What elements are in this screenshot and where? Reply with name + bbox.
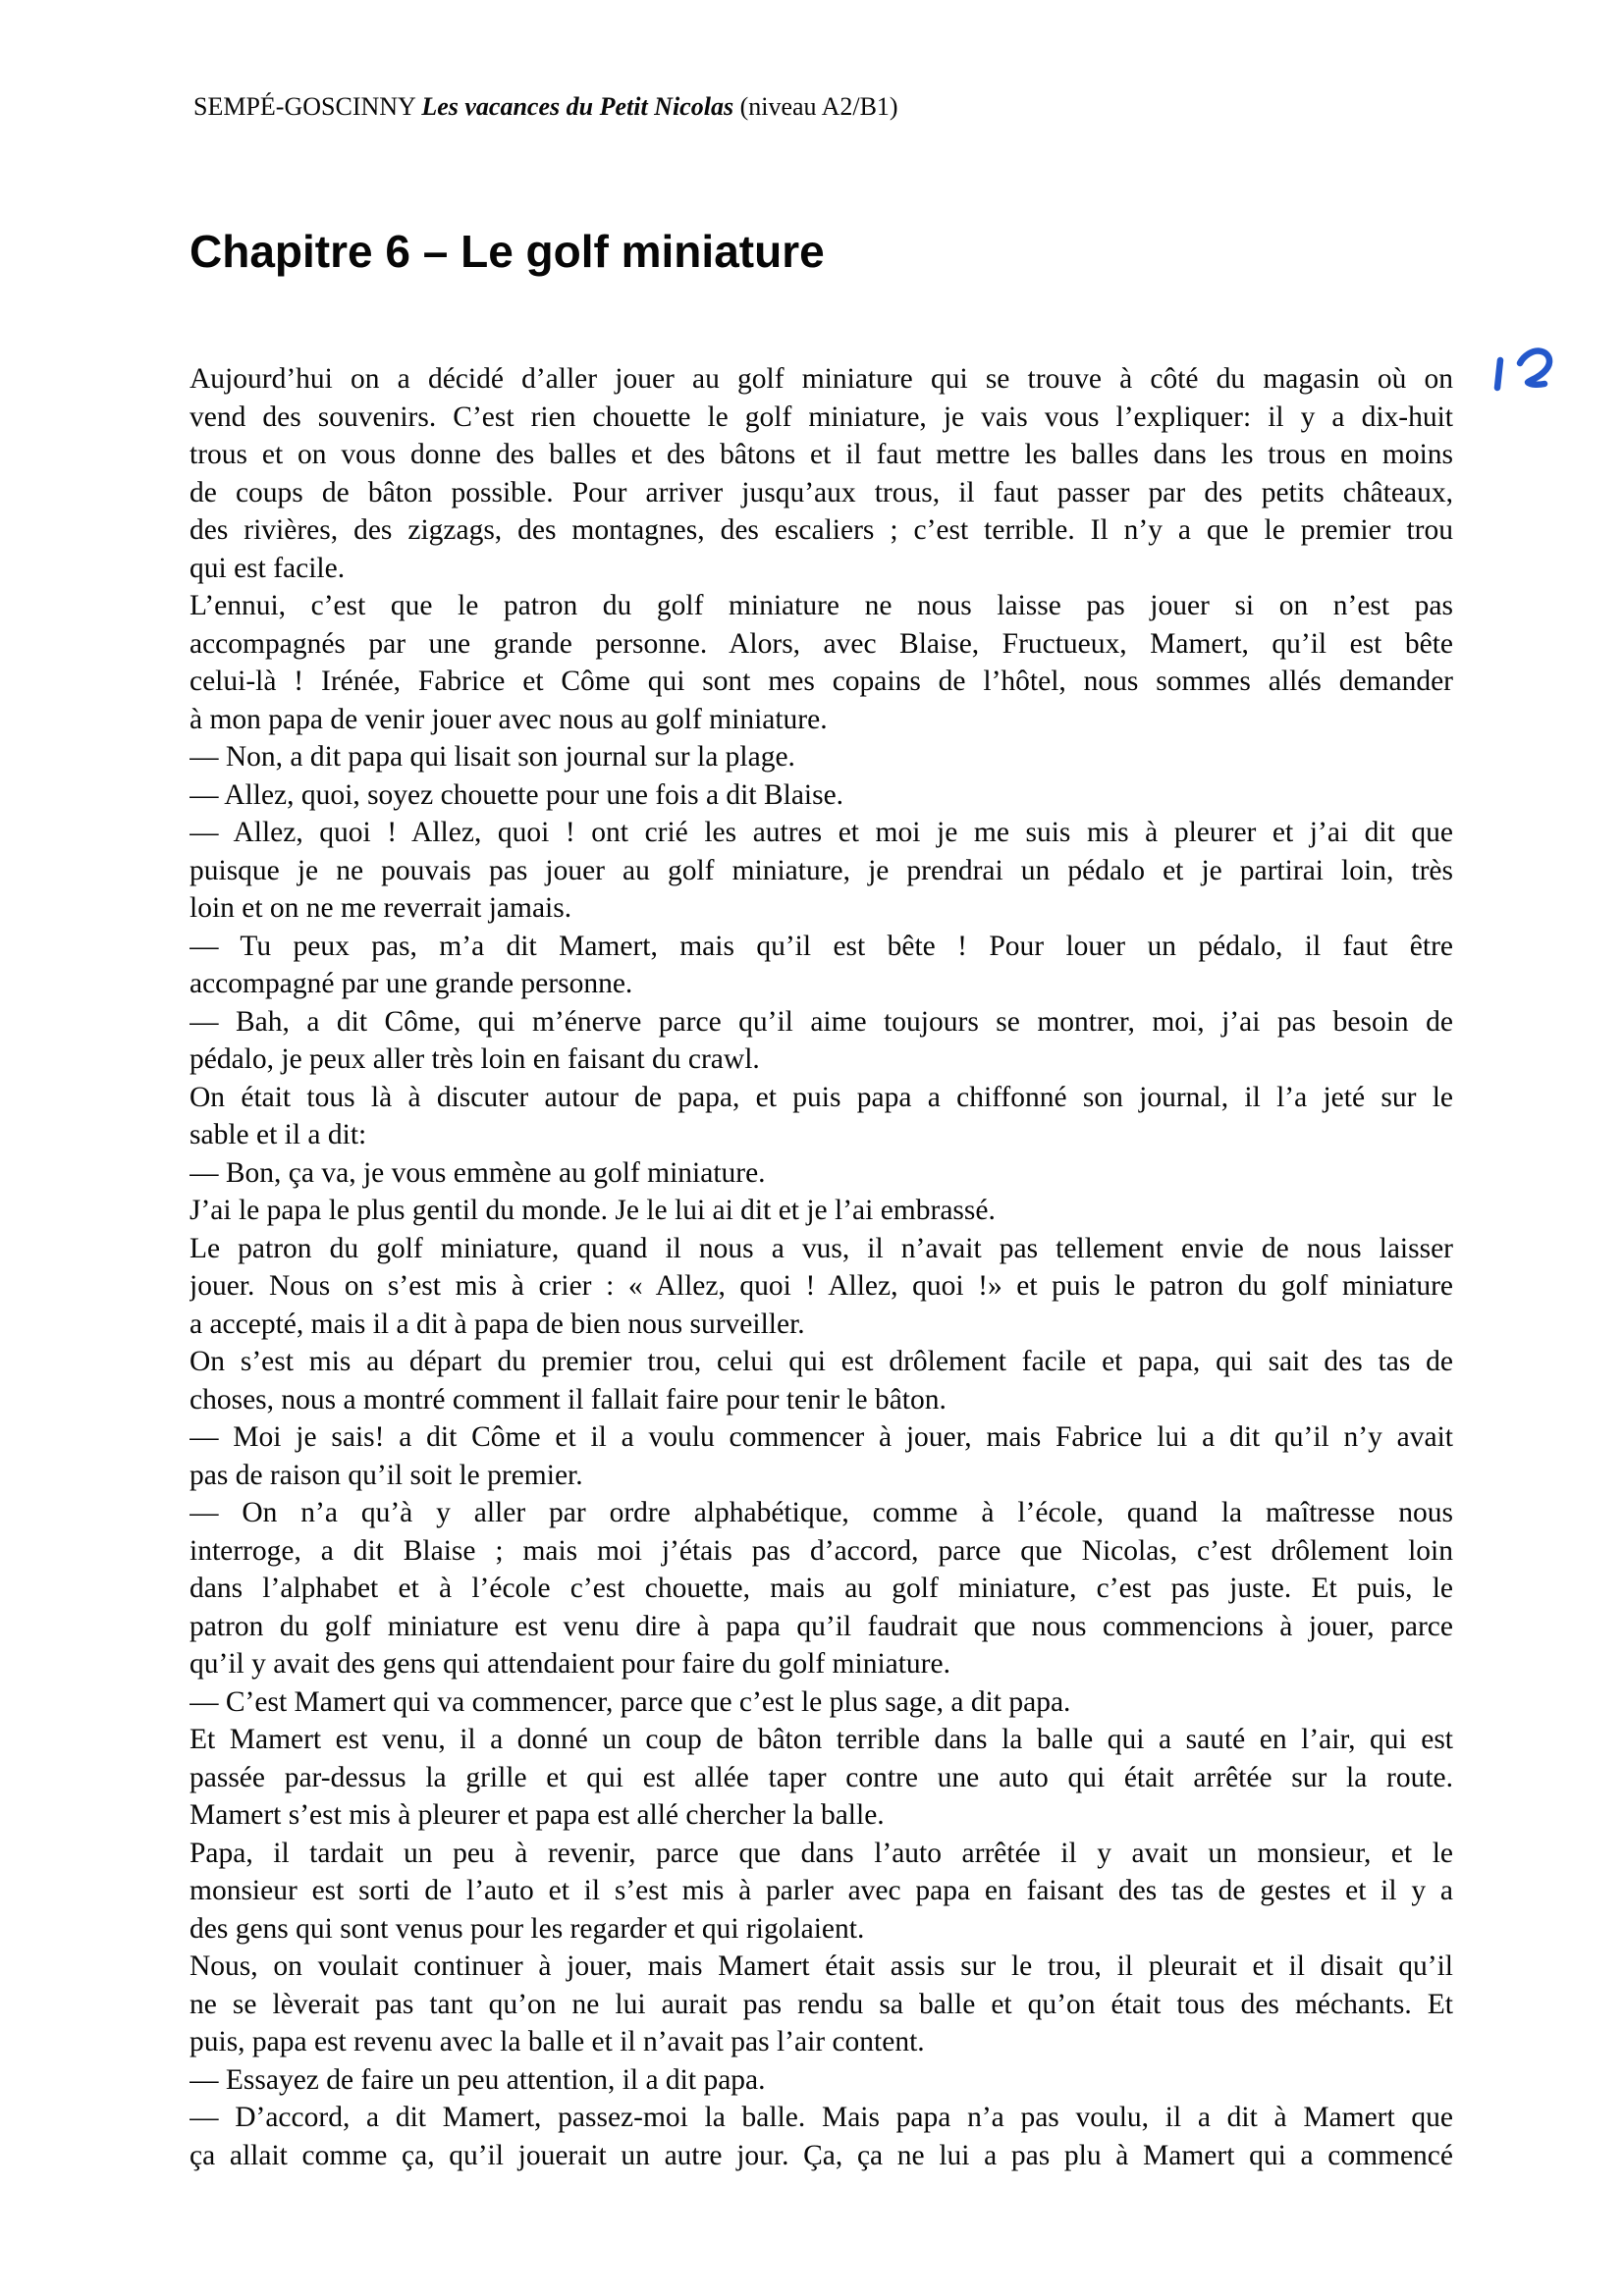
text-line: sable et il a dit: (189, 1119, 367, 1150)
text-line: Papa, il tardait un peu à revenir, parce que dans l’auto arrêtée il y avait un monsieur, et le (189, 1837, 1453, 1869)
text-line: dans l’alphabet et à l’école c’est chouette, mais au golf miniature, c’est pas juste. Et puis, le (189, 1573, 1453, 1604)
text-line: patron du golf miniature est venu dire à papa qu’il faudrait que nous commencions à jouer, parce (189, 1610, 1453, 1642)
handwritten-page-number-annotation (1473, 339, 1571, 401)
text-line: — Essayez de faire un peu attention, il a dit papa. (189, 2063, 766, 2096)
text-line: J’ai le papa le plus gentil du monde. Je le lui ai dit et je l’ai embrassé. (189, 1195, 996, 1226)
text-line: qu’il y avait des gens qui attendaient pour faire du golf miniature. (189, 1648, 950, 1680)
text-line: — Bon, ça va, je vous emmène au golf miniature. (189, 1156, 766, 1189)
text-line: celui-là ! Irénée, Fabrice et Côme qui sont mes copains de l’hôtel, nous sommes allés demander (189, 666, 1453, 697)
text-line: jouer. Nous on s’est mis à crier : « Allez, quoi ! Allez, quoi !» et puis le patron du golf miniature (189, 1270, 1453, 1302)
text-line: — C’est Mamert qui va commencer, parce que c’est le plus sage, a dit papa. (189, 1685, 1071, 1718)
paragraph (189, 1154, 1453, 1193)
text-line: loin et on ne me reverrait jamais. (189, 892, 572, 924)
paragraph (189, 928, 1453, 1003)
paragraph (189, 1079, 1453, 1154)
text-line: interroge, a dit Blaise ; mais moi j’étais pas d’accord, parce que Nicolas, c’est drôlement loin (189, 1534, 1453, 1567)
paragraph (189, 1494, 1453, 1683)
text-line: pédalo, je peux aller très loin en faisant du crawl. (189, 1043, 760, 1075)
chapter-title: Chapitre 6 – Le golf miniature (189, 226, 825, 277)
text-line: Et Mamert est venu, il a donné un coup de bâton terrible dans la balle qui a sauté en l’air, qui est (189, 1724, 1453, 1755)
text-line: On s’est mis au départ du premier trou, celui qui est drôlement facile et papa, qui sait des tas de (189, 1346, 1453, 1377)
text-line: L’ennui, c’est que le patron du golf miniature ne nous laisse pas jouer si on n’est pas (189, 590, 1453, 621)
text-line: — D’accord, a dit Mamert, passez-moi la balle. Mais papa n’a pas voulu, il a dit à Mamert que (189, 2102, 1453, 2133)
paragraph (189, 1230, 1453, 1344)
paragraph (189, 776, 1453, 815)
paragraph (189, 360, 1453, 587)
text-line: Le patron du golf miniature, quand il nous a vus, il n’avait pas tellement envie de nous laisser (189, 1232, 1453, 1264)
header-book-title: Les vacances du Petit Nicolas (421, 92, 734, 121)
text-line: accompagnés par une grande personne. Alors, avec Blaise, Fructueux, Mamert, qu’il est bête (189, 627, 1453, 660)
text-line: — Moi je sais! a dit Côme et il a voulu commencer à jouer, mais Fabrice lui a dit qu’il n’y avait (189, 1421, 1453, 1453)
text-line: des gens qui sont venus pour les regarder et qui rigolaient. (189, 1912, 865, 1945)
paragraph (189, 587, 1453, 738)
text-line: passée par-dessus la grille et qui est allée taper contre une auto qui était arrêtée sur la route. (189, 1761, 1453, 1793)
text-line: ça allait comme ça, qu’il jouerait un autre jour. Ça, ça ne lui a pas plu à Mamert qui a commencé (189, 2139, 1453, 2171)
text-line: qui est facile. (189, 552, 346, 584)
text-line: Nous, on voulait continuer à jouer, mais Mamert était assis sur le trou, il pleurait et il disait qu’il (189, 1950, 1453, 1982)
text-line: trous et on vous donne des balles et des bâtons et il faut mettre les balles dans les trous en moins (189, 439, 1453, 470)
handwritten-digit-1 (1497, 360, 1500, 388)
text-line: monsieur est sorti de l’auto et il s’est mis à parler avec papa en faisant des tas de gestes et il y a (189, 1875, 1453, 1906)
text-line: — Non, a dit papa qui lisait son journal sur la plage. (189, 741, 795, 773)
paragraph (189, 1418, 1453, 1494)
text-line: — Allez, quoi ! Allez, quoi ! ont crié les autres et moi je me suis mis à pleurer et j’ai dit que (189, 817, 1453, 848)
paragraph (189, 1683, 1453, 1722)
text-line: accompagné par une grande personne. (189, 968, 633, 999)
text-line: pas de raison qu’il soit le premier. (189, 1459, 583, 1491)
text-line: Aujourd’hui on a décidé d’aller jouer au golf miniature qui se trouve à côté du magasin où on (189, 363, 1453, 395)
paragraph (189, 1003, 1453, 1079)
paragraph (189, 2061, 1453, 2100)
chapter-text (189, 360, 1453, 2174)
running-header (193, 92, 898, 122)
text-line: — Allez, quoi, soyez chouette pour une fois a dit Blaise. (189, 778, 844, 811)
paragraph (189, 2099, 1453, 2174)
paragraph (189, 1343, 1453, 1418)
text-line: puis, papa est revenu avec la balle et il n’avait pas l’air content. (189, 2026, 925, 2057)
text-line: ne se lèverait pas tant qu’on ne lui aurait pas rendu sa balle et qu’on était tous des méchants. Et (189, 1988, 1453, 2020)
text-line: — On n’a qu’à y aller par ordre alphabétique, comme à l’école, quand la maîtresse nous (189, 1497, 1453, 1528)
paragraph (189, 1192, 1453, 1230)
text-line: de coups de bâton possible. Pour arriver jusqu’aux trous, il faut passer par des petits châteaux, (189, 476, 1453, 508)
text-line: des rivières, des zigzags, des montagnes, des escaliers ; c’est terrible. Il n’y a que le premier trou (189, 514, 1453, 546)
paragraph (189, 738, 1453, 776)
text-line: vend des souvenirs. C’est rien chouette le golf miniature, je vais vous l’expliquer: il y a dix-huit (189, 400, 1453, 433)
text-line: choses, nous a montré comment il fallait faire pour tenir le bâton. (189, 1383, 947, 1415)
paragraph (189, 1721, 1453, 1835)
text-line: puisque je ne pouvais pas jouer au golf miniature, je prendrai un pédalo et je partirai loin, très (189, 854, 1453, 886)
header-level-note: (niveau A2/B1) (739, 92, 898, 121)
text-line: — Tu peux pas, m’a dit Mamert, mais qu’il est bête ! Pour louer un pédalo, il faut être (189, 930, 1453, 962)
text-line: — Bah, a dit Côme, qui m’énerve parce qu’il aime toujours se montrer, moi, j’ai pas besoin de (189, 1005, 1453, 1038)
text-line: On était tous là à discuter autour de papa, et puis papa a chiffonné son journal, il l’a jeté sur le (189, 1081, 1453, 1113)
paragraph (189, 814, 1453, 928)
paragraph (189, 1948, 1453, 2061)
text-line: à mon papa de venir jouer avec nous au golf miniature. (189, 703, 828, 735)
text-line: a accepté, mais il a dit à papa de bien nous surveiller. (189, 1308, 805, 1340)
handwritten-digit-2 (1520, 350, 1549, 384)
text-line: Mamert s’est mis à pleurer et papa est allé chercher la balle. (189, 1799, 885, 1831)
header-authors: SEMPÉ-GOSCINNY (193, 92, 415, 121)
paragraph (189, 1835, 1453, 1949)
